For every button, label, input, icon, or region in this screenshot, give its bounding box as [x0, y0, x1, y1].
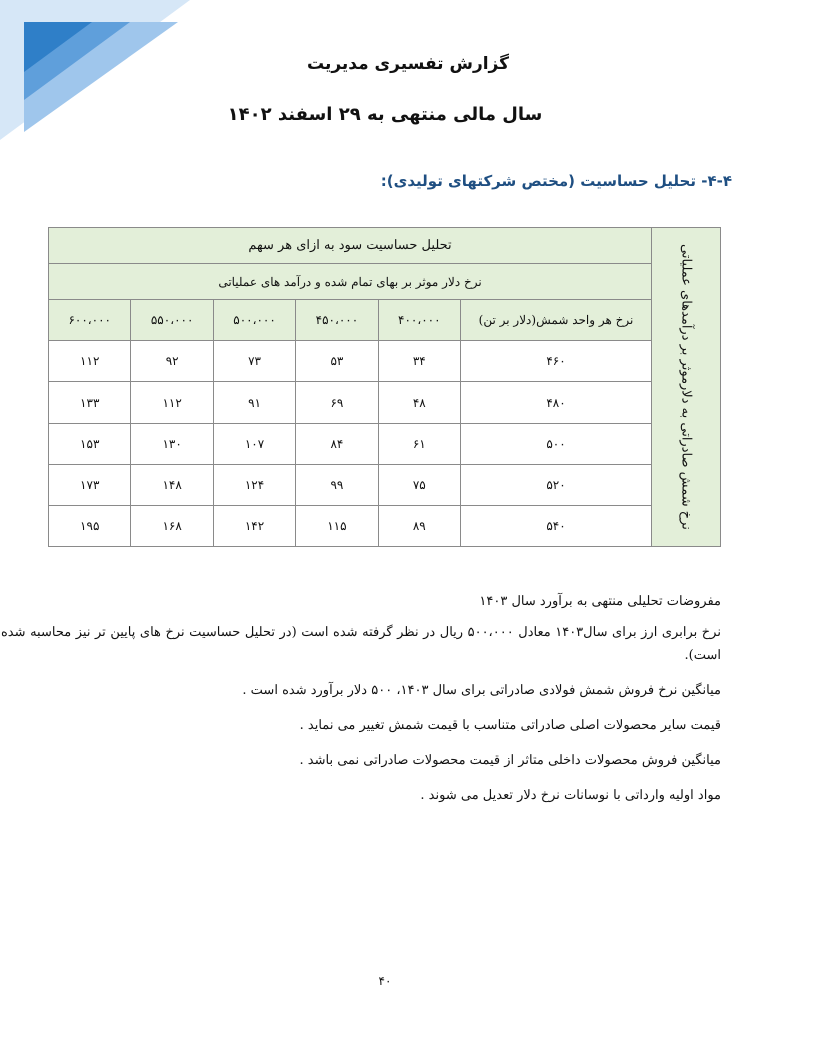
table-cell: ۱۰۷	[213, 423, 295, 464]
table-cell: ۹۲	[131, 341, 213, 382]
table-row	[49, 505, 721, 546]
sensitivity-table	[48, 227, 721, 547]
first-col-header: نرخ هر واحد شمش(دلار بر تن)	[461, 300, 652, 341]
table-cell: ۳۴	[378, 341, 460, 382]
row-rate: ۴۸۰	[461, 382, 652, 423]
row-rate: ۴۶۰	[461, 341, 652, 382]
row-axis-label: نرخ شمش صادراتی به دلارموثر بر درآمدهای عملیاتی	[678, 244, 694, 530]
table-cell: ۱۴۸	[131, 464, 213, 505]
row-rate: ۵۴۰	[461, 505, 652, 546]
row-axis-label-cell	[652, 228, 721, 547]
assumptions-title: مفروضات تحلیلی منتهی به برآورد سال ۱۴۰۳	[479, 594, 721, 609]
column-header: ۵۰۰،۰۰۰	[213, 300, 295, 341]
row-rate: ۵۰۰	[461, 423, 652, 464]
avg-price-assumption: میانگین نرخ فروش شمش فولادی صادراتی برای سال ۱۴۰۳، ۵۰۰ دلار برآورد شده است .	[242, 683, 721, 698]
table-cell: ۷۳	[213, 341, 295, 382]
table-cell: ۱۹۵	[49, 505, 131, 546]
other-products-assumption: قیمت سایر محصولات اصلی صادراتی متناسب با قیمت شمش تغییر می نماید .	[299, 718, 721, 733]
assumptions-notes	[1, 590, 721, 819]
table-cell: ۱۳۰	[131, 423, 213, 464]
table-cell: ۷۵	[378, 464, 460, 505]
column-header: ۴۰۰،۰۰۰	[378, 300, 460, 341]
table-cell: ۱۷۳	[49, 464, 131, 505]
domestic-sales-assumption: میانگین فروش محصولات داخلی متاثر از قیمت محصولات صادراتی نمی باشد .	[299, 753, 721, 768]
table-subtitle: نرخ دلار موثر بر بهای تمام شده و درآمد های عملیاتی	[49, 264, 652, 300]
report-subtitle: سال مالی منتهی به ۲۹ اسفند ۱۴۰۲	[227, 104, 543, 125]
table-row	[49, 423, 721, 464]
table-cell: ۱۱۲	[49, 341, 131, 382]
table-cell: ۴۸	[378, 382, 460, 423]
table-cell: ۱۳۳	[49, 382, 131, 423]
row-rate: ۵۲۰	[461, 464, 652, 505]
raw-materials-assumption: مواد اولیه وارداتی با نوسانات نرخ دلار تعدیل می شوند .	[420, 788, 721, 803]
table-cell: ۱۵۳	[49, 423, 131, 464]
table-cell: ۱۴۲	[213, 505, 295, 546]
table-row	[49, 382, 721, 423]
table-cell: ۱۶۸	[131, 505, 213, 546]
table-cell: ۶۹	[296, 382, 378, 423]
page-number: ۴۰	[378, 974, 392, 988]
column-header: ۵۵۰،۰۰۰	[131, 300, 213, 341]
table-cell: ۹۹	[296, 464, 378, 505]
table-cell: ۵۳	[296, 341, 378, 382]
fx-assumption: نرخ برابری ارز برای سال۱۴۰۳ معادل ۵۰۰،۰۰۰ ریال در نظر گرفته شده است (در تحلیل حساسیت نرخ های پایین تر نیز محاسبه شده است).	[1, 625, 721, 663]
table-cell: ۱۱۲	[131, 382, 213, 423]
column-header: ۴۵۰،۰۰۰	[296, 300, 378, 341]
table-cell: ۱۱۵	[296, 505, 378, 546]
table-cell: ۸۹	[378, 505, 460, 546]
table-cell: ۹۱	[213, 382, 295, 423]
table-cell: ۸۴	[296, 423, 378, 464]
table-title: تحلیل حساسیت سود به ازای هر سهم	[49, 228, 652, 264]
section-heading: ۴-۴- تحلیل حساسیت (مختص شرکتهای تولیدی):	[380, 172, 732, 190]
table-cell: ۶۱	[378, 423, 460, 464]
column-header: ۶۰۰،۰۰۰	[49, 300, 131, 341]
table-cell: ۱۲۴	[213, 464, 295, 505]
table-row	[49, 464, 721, 505]
report-title: گزارش تفسیری مدیریت	[306, 54, 510, 74]
table-row	[49, 341, 721, 382]
